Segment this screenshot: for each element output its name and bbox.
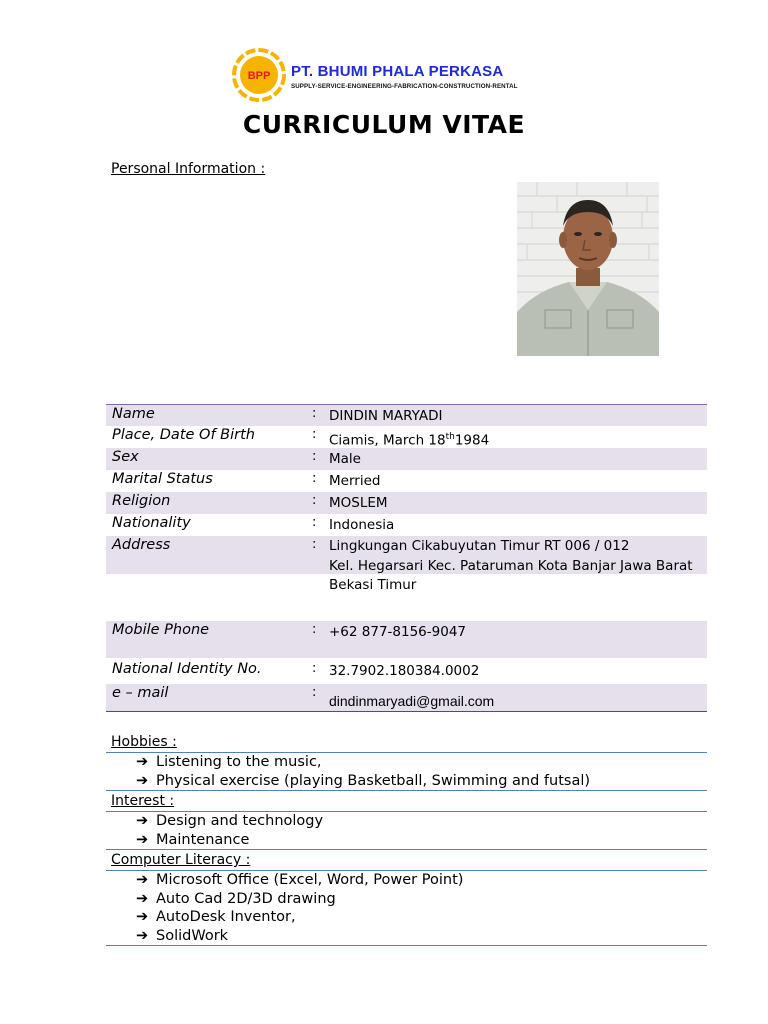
profile-photo [517,182,659,356]
arrow-icon: ➔ [136,772,149,789]
info-label: Sex [112,449,139,465]
list-item: ➔ SolidWork [136,927,229,944]
info-label: Address [112,537,171,553]
computer-literacy-heading: Computer Literacy : [111,852,251,868]
info-label: Mobile Phone [112,622,210,638]
info-colon: : [312,661,317,676]
page-title: CURRICULUM VITAE [242,110,526,139]
info-colon: : [312,537,317,552]
info-label: Religion [112,493,171,509]
info-colon: : [312,493,317,508]
info-row-birth [106,426,707,448]
info-row-sex [106,448,707,470]
info-value: Indonesia [329,517,395,533]
list-item: ➔ Design and technology [136,813,324,829]
list-item: ➔ Listening to the music, [136,754,322,770]
info-label: e – mail [112,685,169,701]
arrow-icon: ➔ [136,909,149,925]
info-label: Nationality [112,515,191,531]
info-row-address [106,536,707,621]
info-row-name [106,405,707,426]
personal-info-table [106,404,707,712]
info-value: Lingkungan Cikabuyutan Timur RT 006 / 012 Kel. Hegarsari Kec. Pataruman Kota Banjar Jawa Barat Bekasi Timur [329,538,693,593]
info-row-mobile-phone [106,621,707,658]
arrow-icon: ➔ [136,890,149,907]
company-logo [232,48,286,102]
arrow-icon: ➔ [136,872,149,888]
company-tagline: SUPPLY-SERVICE-ENGINEERING-FABRICATION-CONSTRUCTION-RENTAL [291,83,518,90]
info-colon: : [312,471,317,486]
info-value: Male [329,451,361,467]
info-value: 32.7902.180384.0002 [329,663,480,679]
info-value: +62 877-8156-9047 [329,624,467,640]
info-value: Merried [329,473,381,489]
info-row-religion [106,492,707,514]
list-item: ➔ Microsoft Office (Excel, Word, Power Point) [136,872,464,888]
info-label: Place, Date Of Birth [112,427,255,443]
info-value: Ciamis, March 18th1984 [329,432,490,449]
interest-heading: Interest : [111,793,175,809]
info-row-marital-status [106,470,707,492]
interest-section [106,792,707,850]
arrow-icon: ➔ [136,831,149,848]
info-row-identity-no [106,658,707,684]
arrow-icon: ➔ [136,754,149,770]
info-colon: : [312,622,317,637]
info-label: Marital Status [112,471,213,487]
email-value: dindinmaryadi@gmail.com [329,693,495,709]
info-row-nationality [106,514,707,536]
info-colon: : [312,515,317,530]
logo-text: BPP [247,70,271,82]
hobbies-heading: Hobbies : [111,734,177,750]
info-colon: : [312,449,317,464]
personal-info-heading: Personal Information : [111,161,266,177]
info-row-email [106,684,707,711]
info-colon: : [312,406,317,421]
company-name: PT. BHUMI PHALA PERKASA [291,63,504,80]
info-label: Name [112,406,155,422]
info-value: DINDIN MARYADI [329,408,443,424]
hobbies-section [106,733,707,791]
computer-literacy-section [106,851,707,946]
info-colon: : [312,427,317,442]
list-item: ➔ AutoDesk Inventor, [136,909,296,925]
info-label: National Identity No. [112,661,262,677]
info-value: MOSLEM [329,495,388,511]
list-item: ➔ Physical exercise (playing Basketball, Swimming and futsal) [136,772,591,789]
list-item: ➔ Auto Cad 2D/3D drawing [136,890,336,907]
arrow-icon: ➔ [136,813,149,829]
arrow-icon: ➔ [136,927,149,944]
info-colon: : [312,685,317,700]
list-item: ➔ Maintenance [136,831,250,848]
